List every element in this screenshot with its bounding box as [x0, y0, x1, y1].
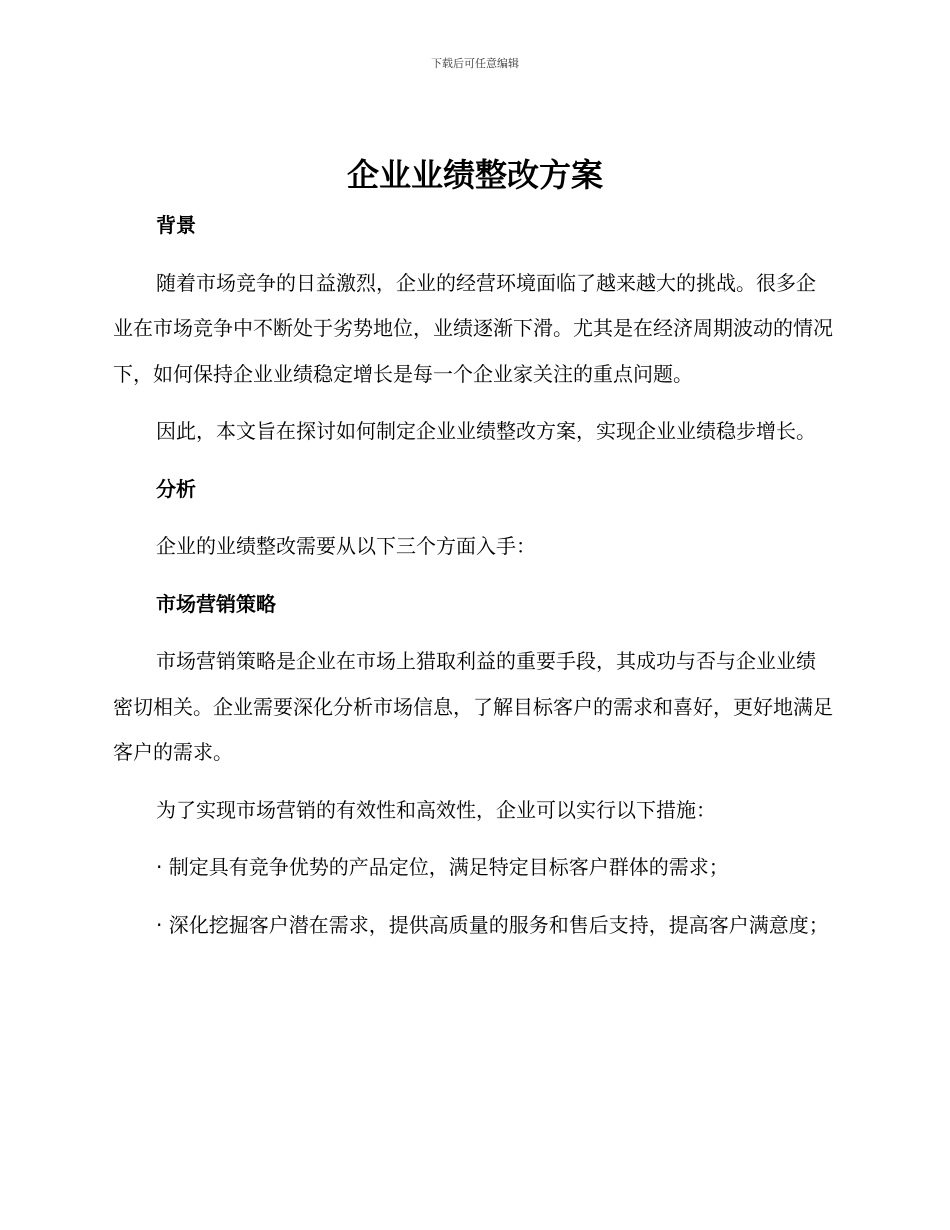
document-body: [113, 203, 833, 960]
bullet-item: · 制定具有竞争优势的产品定位，满足特定目标客户群体的需求；: [156, 855, 729, 879]
section-heading-background: 背景: [156, 213, 196, 237]
marketing-paragraph-1: 市场营销策略是企业在市场上猎取利益的重要手段，其成功与否与企业业绩密切相关。企业需要深化分析市场信息，了解目标客户的需求和喜好，更好地满足客户的需求。: [113, 649, 833, 764]
bullet-item: · 深化挖掘客户潜在需求，提供高质量的服务和售后支持，提高客户满意度；: [156, 912, 829, 937]
analysis-paragraph: 企业的业绩整改需要从以下三个方面入手：: [156, 534, 536, 558]
section-heading-marketing: 市场营销策略: [156, 591, 276, 616]
page-header: 下载后可任意编辑: [431, 57, 519, 70]
section-heading-analysis: 分析: [156, 476, 196, 501]
document-title: 企业业绩整改方案: [346, 156, 603, 194]
background-paragraph-2: 因此，本文旨在探讨如何制定企业业绩整改方案，实现企业业绩稳步增长。: [156, 419, 816, 443]
background-paragraph-1: 随着市场竞争的日益激烈，企业的经营环境面临了越来越大的挑战。很多企业在市场竞争中不断处于劣势地位，业绩逐渐下滑。尤其是在经济周期波动的情况下，如何保持企业业绩稳定增长是每一个企业家关注的重点问题。: [113, 270, 833, 386]
marketing-paragraph-2: 为了实现市场营销的有效性和高效性，企业可以实行以下措施：: [156, 797, 716, 822]
